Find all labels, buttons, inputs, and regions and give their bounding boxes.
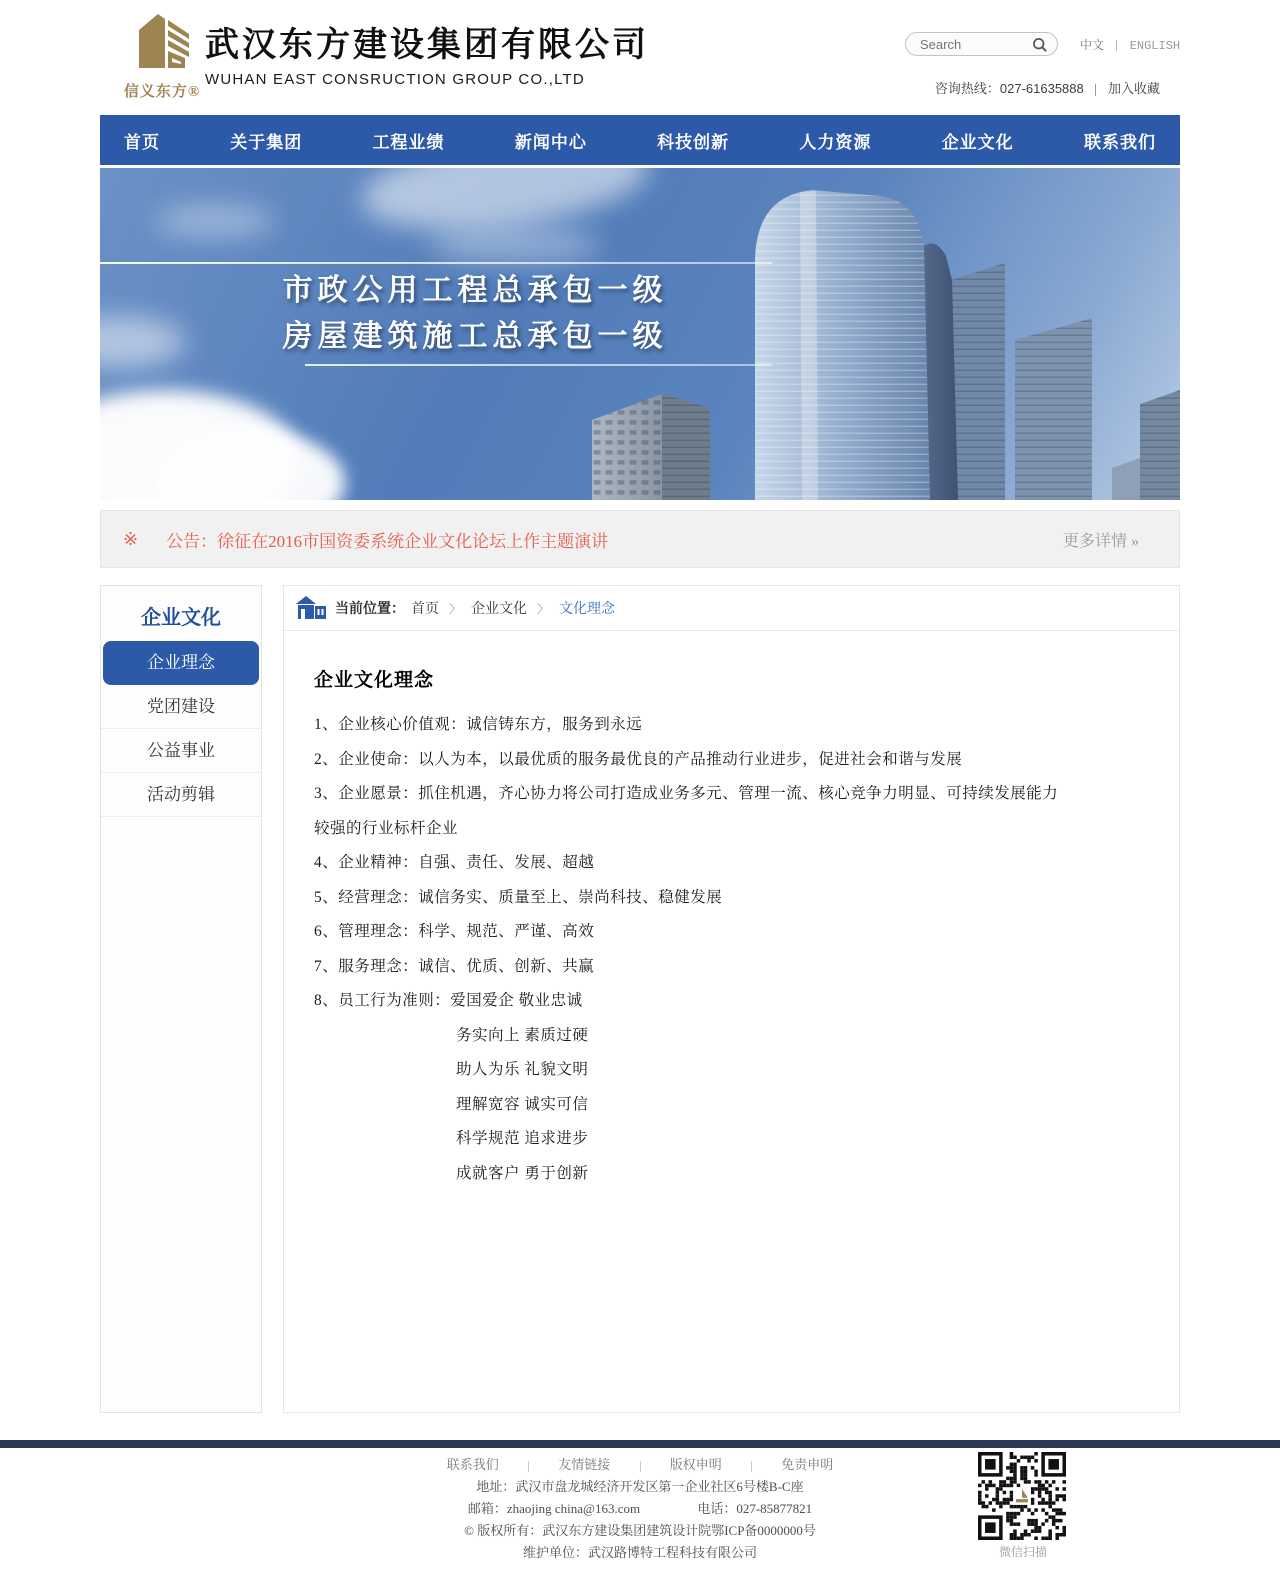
content-paragraph: 较强的行业标杆企业 — [314, 819, 459, 837]
banner-slogan-line2: 房屋建筑施工总承包一级 — [282, 320, 668, 353]
search-input[interactable] — [918, 34, 1028, 54]
wechat-qr — [978, 1452, 1068, 1560]
footer-divider-bar — [0, 1440, 1280, 1448]
announcement-link[interactable]: 公告：徐征在2016市国资委系统企业文化论坛上作主题演讲 — [166, 531, 609, 551]
footer-link-copyright[interactable]: 版权申明 — [669, 1457, 722, 1472]
content-paragraph: 8、员工行为准则：爱国爱企 敬业忠诚 — [314, 992, 583, 1009]
principle-line: 务实向上 素质过硬 — [456, 1026, 589, 1044]
add-favorite-link[interactable]: 加入收藏 — [1107, 81, 1160, 96]
building-logo-icon — [112, 10, 212, 78]
divider — [1116, 40, 1117, 51]
footer-links — [0, 1454, 1280, 1473]
cloud — [430, 226, 600, 264]
announcement-bar — [100, 510, 1180, 568]
content-paragraph: 1、企业核心价值观：诚信铸东方，服务到永远 — [314, 716, 643, 733]
content-paragraph: 2、企业使命：以人为本，以最优质的服务最优良的产品推动行业进步，促进社会和谐与发展 — [314, 750, 963, 768]
sidebar-item-philosophy[interactable]: 企业理念 — [103, 641, 259, 685]
main-area — [100, 585, 1180, 1413]
breadcrumb-current[interactable]: 文化理念 — [559, 602, 616, 617]
banner-rule-top — [100, 262, 772, 264]
footer-address: 地址：武汉市盘龙城经济开发区第一企业社区6号楼B-C座 — [476, 1479, 804, 1494]
search-box[interactable] — [905, 32, 1058, 56]
sidebar-title: 企业文化 — [141, 607, 221, 629]
company-name-block — [205, 26, 649, 88]
hero-banner — [100, 168, 1180, 500]
qr-caption: 微信扫描 — [998, 1545, 1047, 1559]
footer-maintainer: 维护单位：武汉路博特工程科技有限公司 — [522, 1545, 757, 1560]
language-switch — [1080, 36, 1180, 53]
nav-item-technology[interactable]: 科技创新 — [657, 132, 730, 152]
nav-item-contact[interactable]: 联系我们 — [1083, 132, 1156, 152]
footer-link-contact[interactable]: 联系我们 — [446, 1457, 499, 1472]
breadcrumb — [284, 586, 1179, 631]
footer-contact-line — [0, 1498, 1280, 1519]
breadcrumb-separator: 〉 — [449, 601, 462, 616]
divider — [1095, 84, 1096, 96]
footer-phone: 电话：027-85877821 — [697, 1501, 813, 1516]
content-paragraph: 6、管理理念：科学、规范、严谨、高效 — [314, 923, 595, 940]
nav-item-news[interactable]: 新闻中心 — [514, 132, 587, 152]
footer-copyright: © 版权所有：武汉东方建设集团建筑设计院鄂ICP备0000000号 — [464, 1523, 816, 1538]
principle-line: 助人为乐 礼貌文明 — [456, 1061, 589, 1078]
content-paragraph: 4、企业精神：自强、责任、发展、超越 — [314, 854, 595, 871]
principle-line: 成就客户 勇于创新 — [456, 1164, 589, 1182]
cloud — [155, 204, 275, 238]
nav-item-culture[interactable]: 企业文化 — [941, 132, 1014, 152]
nav-item-home[interactable]: 首页 — [124, 132, 160, 152]
lang-english-link[interactable]: ENGLISH — [1129, 39, 1181, 53]
content-paragraph: 7、服务理念：诚信、优质、创新、共赢 — [314, 957, 595, 975]
content-paragraph: 3、企业愿景：抓住机遇，齐心协力将公司打造成业务多元、管理一流、核心竞争力明显、可持续发展能力 — [314, 785, 1059, 802]
sidebar-item-activities[interactable]: 活动剪辑 — [101, 773, 261, 817]
header — [0, 0, 1280, 115]
divider — [640, 1461, 641, 1472]
hotline-row — [935, 78, 1160, 97]
sidebar-item-charity[interactable]: 公益事业 — [101, 729, 261, 773]
nav-item-projects[interactable]: 工程业绩 — [372, 132, 445, 152]
main-nav — [100, 115, 1180, 165]
content-panel — [283, 585, 1180, 1413]
company-name-en: WUHAN EAST CONSRUCTION GROUP CO.,LTD — [205, 71, 585, 88]
principle-line: 科学规范 追求进步 — [456, 1130, 589, 1147]
announcement-marker: ※ — [123, 528, 139, 549]
banner-rule-bottom — [305, 364, 772, 366]
sidebar-item-party-building[interactable]: 党团建设 — [101, 685, 261, 729]
nav-item-hr[interactable]: 人力资源 — [799, 132, 872, 152]
page-title: 企业文化理念 — [314, 670, 435, 691]
lang-chinese-link[interactable]: 中文 — [1080, 38, 1105, 52]
divider — [751, 1461, 752, 1472]
footer — [0, 1448, 1280, 1576]
content-paragraph: 5、经营理念：诚信务实、质量至上、崇尚科技、稳健发展 — [314, 888, 723, 906]
article-body — [284, 631, 1179, 1191]
hotline-number: 咨询热线：027-61635888 — [934, 81, 1084, 96]
company-name-zh: 武汉东方建设集团有限公司 — [205, 26, 649, 64]
qr-code-image — [978, 1452, 1066, 1540]
company-logo[interactable] — [112, 10, 212, 101]
more-details-link[interactable]: 更多详情 » — [1062, 532, 1139, 550]
banner-slogan-line1: 市政公用工程总承包一级 — [282, 274, 668, 307]
sidebar — [100, 585, 262, 1413]
principle-line: 理解宽容 诚实可信 — [456, 1095, 589, 1113]
breadcrumb-culture[interactable]: 企业文化 — [471, 602, 528, 617]
divider — [528, 1461, 529, 1472]
footer-link-disclaimer[interactable]: 免责申明 — [781, 1457, 834, 1472]
breadcrumb-home[interactable]: 首页 — [411, 602, 439, 617]
nav-item-about[interactable]: 关于集团 — [230, 132, 303, 152]
footer-email: 邮箱：zhaojing china@163.com — [467, 1501, 641, 1516]
home-icon — [296, 595, 326, 621]
logo-caption: 信义东方® — [123, 84, 201, 100]
footer-link-friends[interactable]: 友情链接 — [558, 1457, 611, 1472]
breadcrumb-separator: 〉 — [537, 601, 550, 616]
banner-slogan — [190, 268, 760, 360]
breadcrumb-label: 当前位置： — [335, 602, 405, 617]
search-icon[interactable] — [1032, 37, 1048, 58]
